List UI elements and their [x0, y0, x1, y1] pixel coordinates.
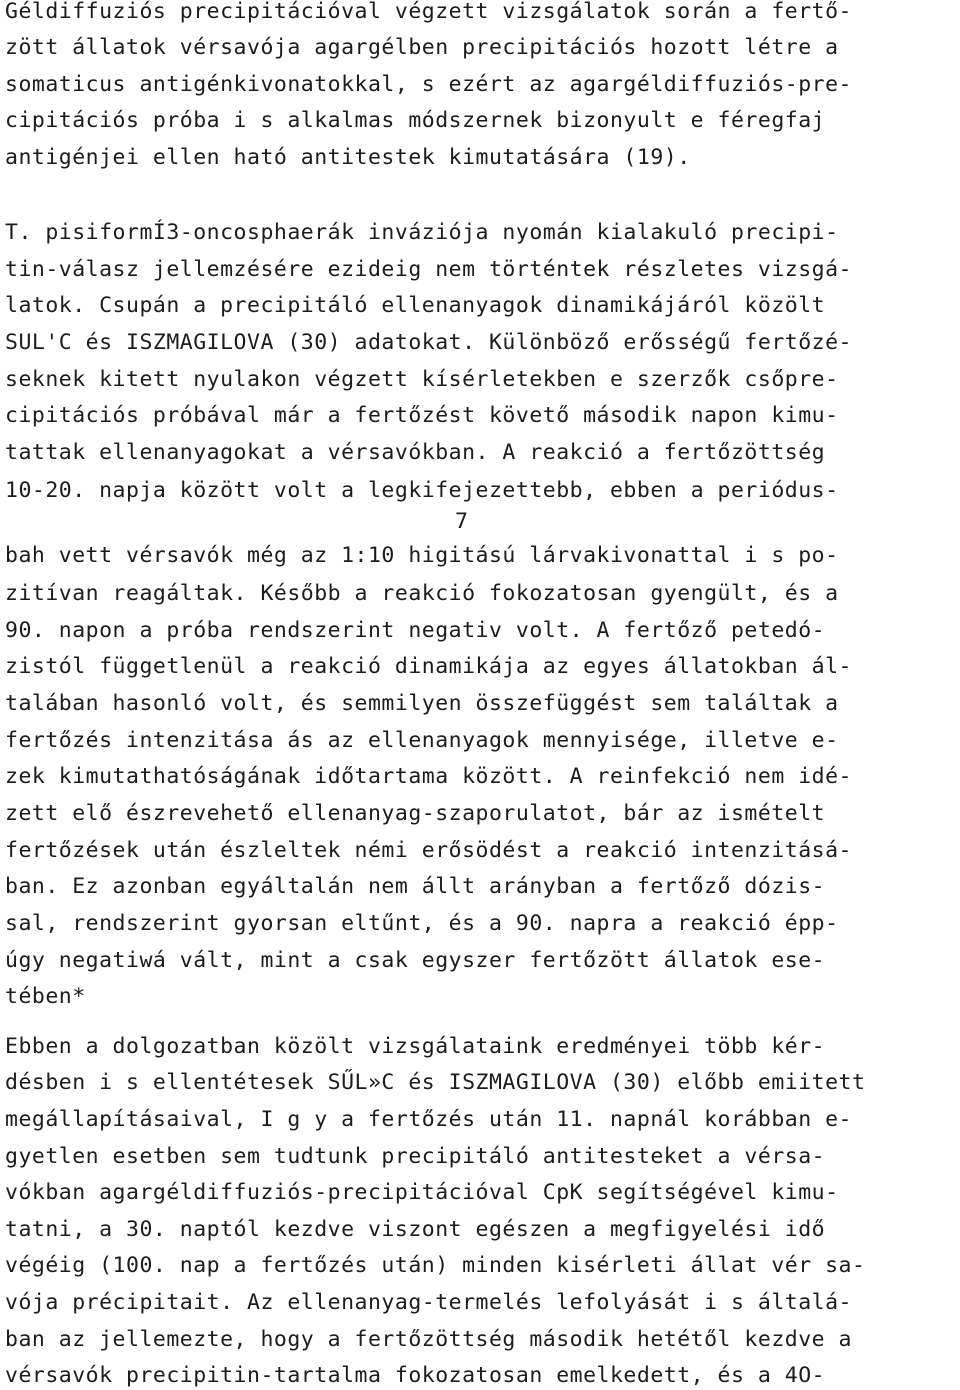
text-line: sal, rendszerint gyorsan eltűnt, és a 90. napra a reakció épp-	[5, 911, 839, 936]
text-line: talában hasonló volt, és semmilyen összefüggést sem találtak a	[5, 691, 839, 716]
text-line: bah vett vérsavók még az 1:10 higitású lárvakivonattal i s po-	[5, 543, 839, 568]
text-line: zett elő észrevehető ellenanyag-szaporulatot, bár az ismételt	[5, 801, 826, 826]
text-line: antigénjei ellen ható antitestek kimutatására (19).	[5, 145, 691, 170]
text-line: 90. napon a próba rendszerint negativ volt. A fertőző petedó-	[5, 618, 826, 643]
text-line: ban. Ez azonban egyáltalán nem állt arányban a fertőző dózis-	[5, 874, 826, 899]
text-line: tattak ellenanyagokat a vérsavókban. A reakció a fertőzöttség	[5, 440, 826, 465]
text-line: Géldiffuziós precipitációval végzett vizsgálatok során a fertő-	[5, 0, 852, 24]
text-line: fertőzések után észleltek némi erősödést a reakció intenzitásá-	[5, 838, 852, 863]
text-line: úgy negatiwá vált, mint a csak egyszer fertőzött állatok ese-	[5, 948, 826, 973]
text-line: Ebben a dolgozatban közölt vizsgálataink eredményei több kér-	[5, 1034, 826, 1059]
text-line: tatni, a 30. naptól kezdve viszont egészen a megfigyelési idő	[5, 1217, 826, 1242]
text-line: fertőzés intenzitása ás az ellenanyagok mennyisége, illetve e-	[5, 728, 839, 753]
text-line: 10-20. napja között volt a legkifejezettebb, ebben a periódus-	[5, 478, 839, 503]
text-line: zek kimutathatóságának időtartama között. A reinfekció nem idé-	[5, 764, 852, 789]
text-line: gyetlen esetben sem tudtunk precipitáló antitesteket a vérsa-	[5, 1144, 826, 1169]
text-line: zistól függetlenül a reakció dinamikája az egyes állatokban ál-	[5, 654, 852, 679]
text-line: somaticus antigénkivonatokkal, s ezért az agargéldiffuziós-pre-	[5, 72, 852, 97]
page-number: 7	[455, 509, 469, 534]
text-line: vókban agargéldiffuziós-precipitációval CpK segítségével kimu-	[5, 1180, 839, 1205]
text-line: tin-válasz jellemzésére ezideig nem történtek részletes vizsgá-	[5, 257, 852, 282]
text-line: SUL'C és ISZMAGILOVA (30) adatokat. Különböző erősségű fertőzé-	[5, 330, 852, 355]
text-line: ban az jellemezte, hogy a fertőzöttség második hetétől kezdve a	[5, 1327, 852, 1352]
text-line: T. pisiformÍ3-oncosphaerák inváziója nyomán kialakuló precipi-	[5, 220, 839, 245]
text-line: latok. Csupán a precipitáló ellenanyagok dinamikájáról közölt	[5, 293, 826, 318]
text-line: cipitációs próbával már a fertőzést követő második napon kimu-	[5, 403, 839, 428]
text-line: cipitációs próba i s alkalmas módszernek bizonyult e féregfaj	[5, 108, 826, 133]
text-line: végéig (100. nap a fertőzés után) minden kisérleti állat vér sa-	[5, 1253, 866, 1278]
text-line: désben i s ellentétesek SŰL»C és ISZMAGILOVA (30) előbb emiitett	[5, 1070, 866, 1095]
text-line: zitívan reagáltak. Később a reakció fokozatosan gyengült, és a	[5, 581, 839, 606]
text-line: megállapításaival, I g y a fertőzés után 11. napnál korábban e-	[5, 1107, 852, 1132]
text-line: vója précipitait. Az ellenanyag-termelés lefolyását i s általá-	[5, 1290, 852, 1315]
text-line: vérsavók precipitin-tartalma fokozatosan emelkedett, és a 4O-	[5, 1363, 826, 1388]
text-line: seknek kitett nyulakon végzett kísérletekben e szerzők csőpre-	[5, 367, 839, 392]
text-line: tében*	[5, 984, 86, 1009]
text-line: zött állatok vérsavója agargélben precipitációs hozott létre a	[5, 35, 839, 60]
